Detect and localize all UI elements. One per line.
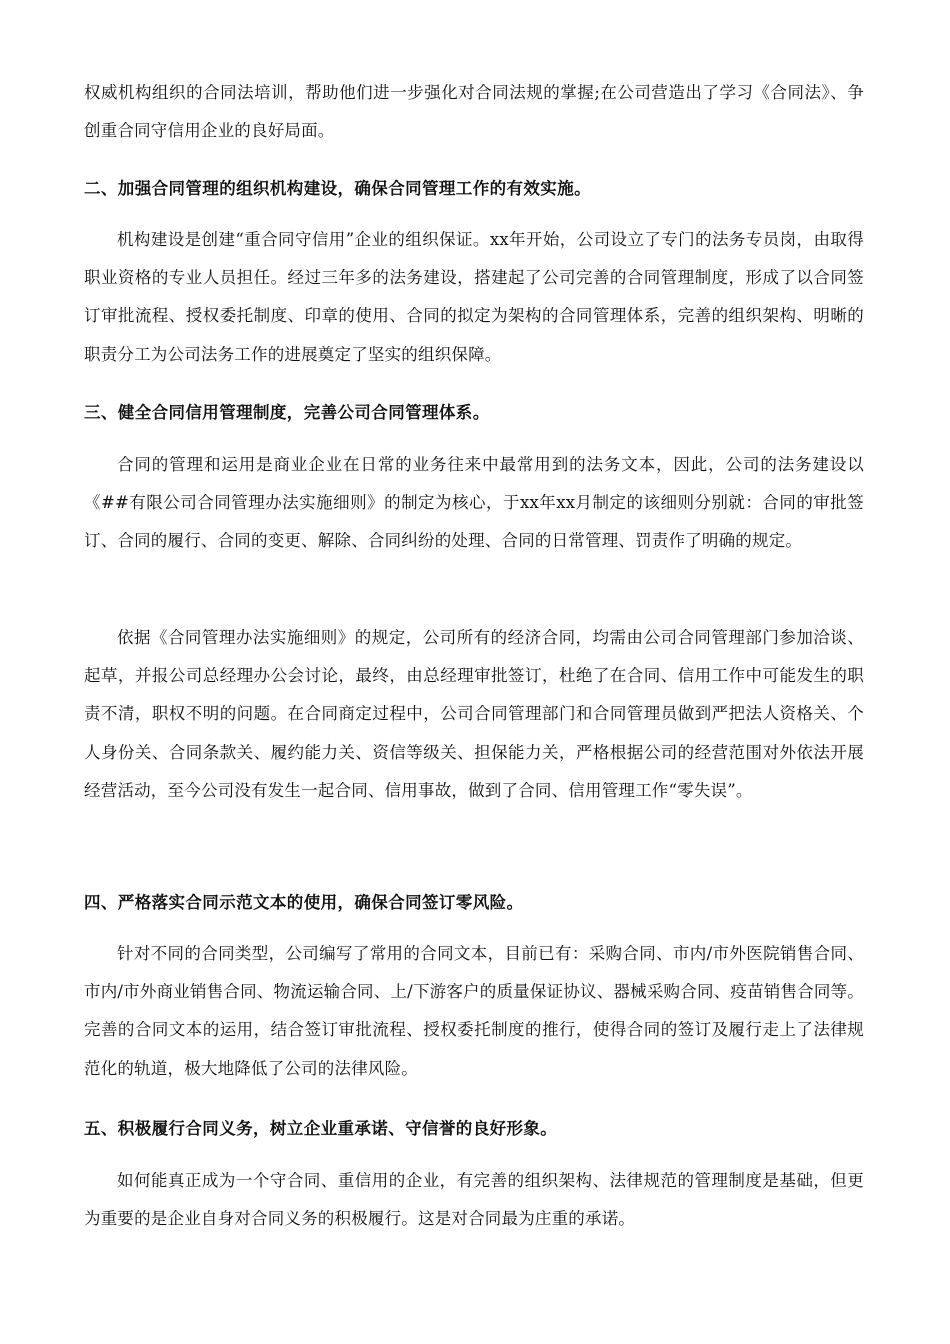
- section-4-heading: 四、严格落实合同示范文本的使用，确保合同签订零风险。: [84, 893, 524, 912]
- continuation-paragraph: 权威机构组织的合同法培训，帮助他们进一步强化对合同法规的掌握;在公司营造出了学习《合同法》、争创重合同守信用企业的良好局面。: [84, 83, 864, 141]
- section-5-heading: 五、积极履行合同义务，树立企业重承诺、守信誉的良好形象。: [84, 1119, 558, 1138]
- section-5-paragraph-1: 如何能真正成为一个守合同、重信用的企业，有完善的组织架构、法律规范的管理制度是基础，但更为重要的是企业自身对合同义务的积极履行。这是对合同最为庄重的承诺。: [84, 1171, 864, 1229]
- section-3-heading: 三、健全合同信用管理制度，完善公司合同管理体系。: [84, 403, 490, 422]
- section-3-paragraph-2: 依据《合同管理办法实施细则》的规定，公司所有的经济合同，均需由公司合同管理部门参加洽谈、起草，并报公司总经理办公会讨论，最终，由总经理审批签订，杜绝了在合同、信用工作中可能发生的职责不清，职权不明的问题。在合同商定过程中，公司合同管理部门和合同管理员做到严把法人资格关、个人身份关、合同条款关、履约能力关、资信等级关、担保能力关，严格根据公司的经营范围对外依法开展经营活动，至今公司没有发生一起合同、信用事故，做到了合同、信用管理工作“零失误”。: [84, 628, 864, 800]
- section-4-paragraph-1: 针对不同的合同类型，公司编写了常用的合同文本，目前已有：采购合同、市内/市外医院销售合同、市内/市外商业销售合同、物流运输合同、上/下游客户的质量保证协议、器械采购合同、疫苗销售合同等。完善的合同文本的运用，结合签订审批流程、授权委托制度的推行，使得合同的签订及履行走上了法律规范化的轨道，极大地降低了公司的法律风险。: [84, 944, 864, 1078]
- section-2-paragraph-1: 机构建设是创建“重合同守信用”企业的组织保证。xx年开始，公司设立了专门的法务专员岗，由取得职业资格的专业人员担任。经过三年多的法务建设，搭建起了公司完善的合同管理制度，形成了以合同签订审批流程、授权委托制度、印章的使用、合同的拟定为架构的合同管理体系，完善的组织架构、明晰的职责分工为公司法务工作的进展奠定了坚实的组织保障。: [84, 230, 864, 364]
- section-2-heading: 二、加强合同管理的组织机构建设，确保合同管理工作的有效实施。: [84, 179, 591, 198]
- section-3-paragraph-1: 合同的管理和运用是商业企业在日常的业务往来中最常用到的法务文本，因此，公司的法务建设以《##有限公司合同管理办法实施细则》的制定为核心，于xx年xx月制定的该细则分别就：合同的审批签订、合同的履行、合同的变更、解除、合同纠纷的处理、合同的日常管理、罚责作了明确的规定。: [84, 455, 864, 551]
